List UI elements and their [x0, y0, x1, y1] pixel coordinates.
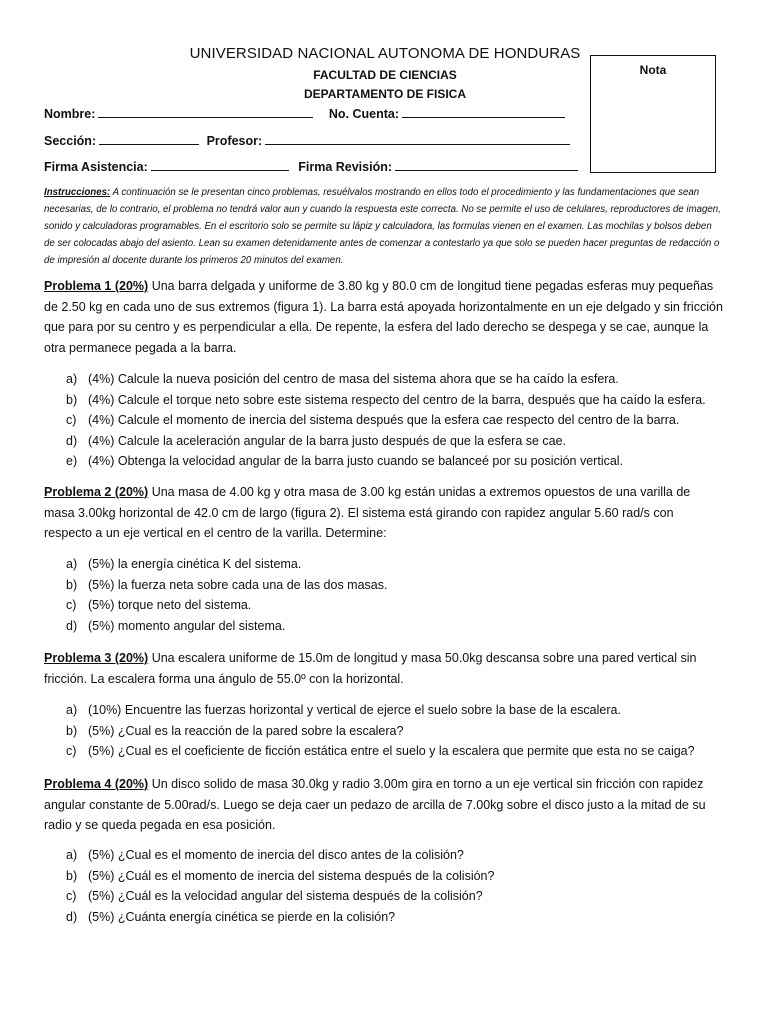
problem-2-text: Una masa de 4.00 kg y otra masa de 3.00 kg están unidas a extremos opuestos de una varilla de masa 3.00kg horizontal de 42.0 cm de largo (figura 2). El sistema está girando con rapidez angular 5.60 rad/s con respecto a un eje vertical en el centro de la varilla. Determine:: [44, 485, 691, 540]
list-item: a) (5%) la energía cinética K del sistema.: [66, 557, 302, 571]
problem-4-label: Problema 4 (20%): [44, 777, 149, 791]
instructions-text: A continuación se le presentan cinco problemas, resuélvalos mostrando en ellos todo el procedimiento y las fundamentaciones que sean necesarias, de lo contrario, el problema no tendrá valor aun y cuando la respuesta este correcta. No se permite el uso de celulares, reproductores de imagen, sonido y calculadoras programables. En el escritorio solo se permite su lápiz y calculadora, las formulas vienen en el examen. Las mochilas y bolsos deben de ser colocadas abajo del asiento. Lean su examen detenidamente antes de comenzar a contestarlo ya que solo se pueden hacer preguntas de redacción o de impresión al docente durante los primeros 20 minutos del examen.: [44, 187, 721, 266]
problem-4-items: [66, 845, 726, 927]
list-item: c) (5%) ¿Cuál es la velocidad angular del sistema después de la colisión?: [66, 889, 483, 903]
problem-3-items: [66, 700, 726, 762]
instructions: [44, 184, 722, 269]
problem-1-label: Problema 1 (20%): [44, 279, 149, 293]
problem-2-items: [66, 554, 726, 636]
name-label: Nombre:: [44, 107, 96, 121]
account-field[interactable]: [402, 106, 565, 118]
list-item: c) (4%) Calcule el momento de inercia del sistema después que la esfera cae respecto del centro de la barra.: [66, 413, 680, 427]
attendance-signature-label: Firma Asistencia:: [44, 160, 148, 174]
problem-1-text: Una barra delgada y uniforme de 3.80 kg y 80.0 cm de longitud tiene pegadas esferas muy pequeñas de 2.50 kg en cada uno de sus extremos (figura 1). La barra está apoyada horizontalmente en un eje delgado y sin fricción que para por su centro y es perpendicular a ella. De repente, la esfera del lado derecho se despega y se cae, aunque la otra permanece pegada a la barra.: [44, 279, 723, 355]
problem-3-text: Una escalera uniforme de 15.0m de longitud y masa 50.0kg descansa sobre una pared vertical sin fricción. La escalera forma una ángulo de 55.0º con la horizontal.: [44, 651, 697, 686]
list-item: a) (10%) Encuentre las fuerzas horizontal y vertical de ejerce el suelo sobre la base de la escalera.: [66, 703, 621, 717]
section-label: Sección:: [44, 134, 97, 148]
problem-4-text: Un disco solido de masa 30.0kg y radio 3.00m gira en torno a un eje vertical sin fricción con rapidez angular constante de 5.00rad/s. Luego se deja caer un pedazo de arcilla de 7.00kg sobre el disco justo a la mitad de su radio y se queda pegada en esa posición.: [44, 777, 706, 832]
problem-4: [44, 774, 724, 836]
problem-1-items: [66, 369, 726, 472]
list-item: a) (5%) ¿Cual es el momento de inercia del disco antes de la colisión?: [66, 848, 464, 862]
professor-field[interactable]: [265, 133, 570, 145]
list-item: c) (5%) torque neto del sistema.: [66, 598, 252, 612]
account-label: No. Cuenta:: [328, 107, 400, 121]
list-item: b) (5%) la fuerza neta sobre cada una de las dos masas.: [66, 577, 388, 592]
name-account-row: [44, 106, 569, 121]
problem-3: [44, 648, 724, 689]
section-field[interactable]: [99, 133, 199, 145]
problem-2: [44, 482, 724, 544]
attendance-signature-field[interactable]: [151, 159, 289, 171]
signatures-row: [44, 159, 582, 174]
problem-3-label: Problema 3 (20%): [44, 651, 149, 665]
instructions-label: Instrucciones:: [44, 187, 111, 198]
problem-2-label: Problema 2 (20%): [44, 485, 149, 499]
list-item: e) (4%) Obtenga la velocidad angular de la barra justo cuando se balanceé por su posición vertical.: [66, 454, 624, 468]
list-item: d) (4%) Calcule la aceleración angular de la barra justo después de que la esfera se cae.: [66, 433, 567, 448]
list-item: d) (5%) ¿Cuánta energía cinética se pierde en la colisión?: [66, 909, 396, 924]
section-professor-row: [44, 133, 574, 148]
grade-box-label: Nota: [639, 63, 667, 77]
list-item: d) (5%) momento angular del sistema.: [66, 618, 286, 633]
problem-1: [44, 276, 724, 358]
review-signature-label: Firma Revisión:: [298, 160, 393, 174]
name-field[interactable]: [98, 106, 313, 118]
list-item: c) (5%) ¿Cual es el coeficiente de ficción estática entre el suelo y la escalera que permite que esta no se caiga?: [66, 744, 695, 758]
faculty-title: FACULTAD DE CIENCIAS: [313, 68, 457, 82]
department-title: DEPARTAMENTO DE FISICA: [303, 87, 466, 101]
grade-box: [590, 55, 716, 173]
list-item: b) (4%) Calcule el torque neto sobre este sistema respecto del centro de la barra, después que ha caído la esfera.: [66, 392, 706, 407]
list-item: b) (5%) ¿Cual es la reacción de la pared sobre la escalera?: [66, 723, 404, 738]
professor-label: Profesor:: [206, 134, 263, 148]
review-signature-field[interactable]: [395, 159, 578, 171]
list-item: b) (5%) ¿Cuál es el momento de inercia del sistema después de la colisión?: [66, 868, 495, 883]
list-item: a) (4%) Calcule la nueva posición del centro de masa del sistema ahora que se ha caído la esfera.: [66, 372, 619, 386]
university-title: UNIVERSIDAD NACIONAL AUTONOMA DE HONDURAS: [189, 45, 581, 62]
